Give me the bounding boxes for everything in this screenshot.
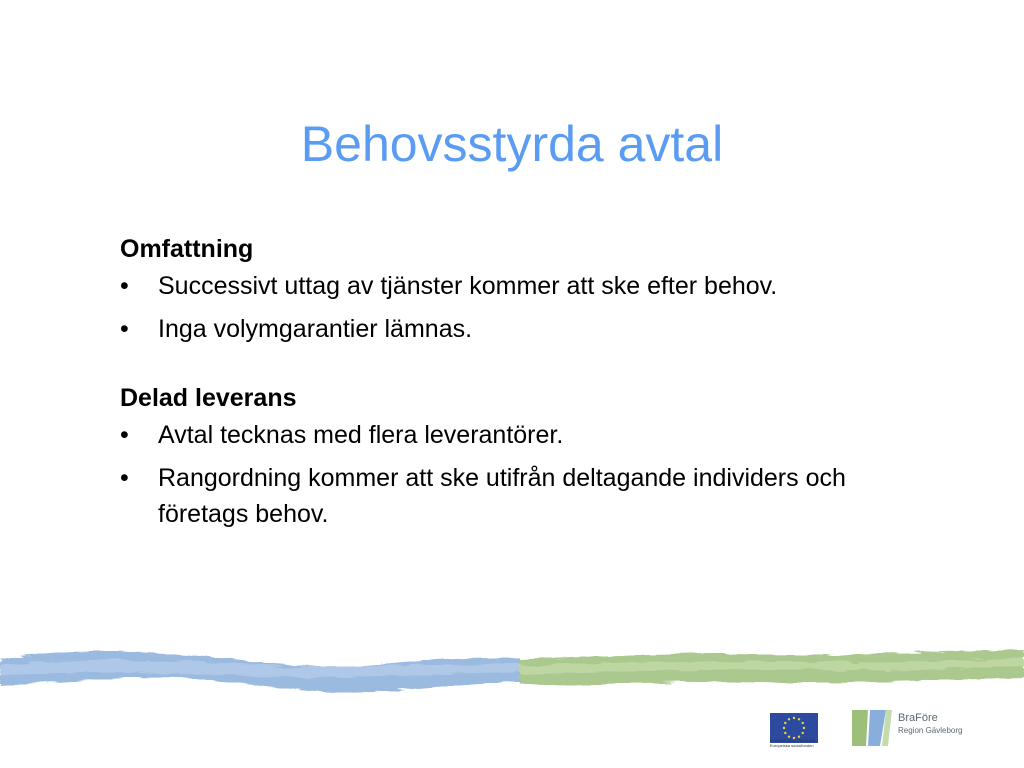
bullet-item (120, 460, 940, 532)
footer-logos (760, 700, 1024, 768)
bullet-marker: • (120, 272, 129, 300)
brafore-name: BraFöre (898, 712, 938, 724)
bullet-marker: • (120, 421, 129, 449)
bullet-text: Rangordning kommer att ske utifrån deltagande individers och företags behov. (158, 464, 846, 528)
bullet-item (120, 417, 940, 453)
bullet-list (120, 417, 940, 532)
bullet-text: Avtal tecknas med flera leverantörer. (158, 421, 564, 449)
bullet-text: Successivt uttag av tjänster kommer att ske efter behov. (158, 272, 778, 300)
brafore-logo-icon (850, 706, 894, 750)
section-omfattning (120, 230, 940, 347)
section-heading: Delad leverans (120, 384, 297, 412)
decorative-brush-stroke (0, 620, 1024, 710)
bullet-marker: • (120, 464, 129, 492)
bullet-item (120, 311, 940, 347)
bullet-text: Inga volymgarantier lämnas. (158, 315, 473, 343)
slide-content (120, 230, 940, 564)
section-heading: Omfattning (120, 235, 254, 263)
brafore-region: Region Gävleborg (898, 726, 963, 735)
bullet-list (120, 268, 940, 347)
slide-title: Behovsstyrda avtal (300, 116, 724, 172)
bullet-item (120, 268, 940, 304)
eu-logo-text: EUROPEISKA UNIONEN Europeiska socialfonden (770, 738, 816, 748)
section-delad-leverans (120, 379, 940, 532)
bullet-marker: • (120, 315, 129, 343)
